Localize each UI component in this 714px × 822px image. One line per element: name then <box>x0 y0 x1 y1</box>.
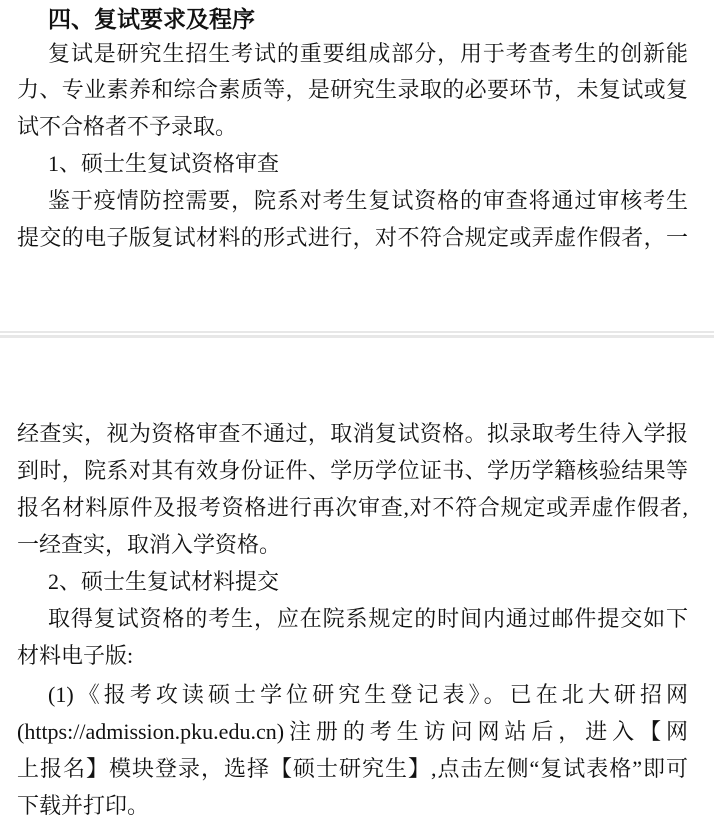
subsection-heading: 2、硕士生复试材料提交 <box>48 569 280 594</box>
paragraph-line: 上报名】模块登录，选择【硕士研究生】,点击左侧“复试表格”即可 <box>17 756 688 781</box>
paragraph-line: 力、专业素养和综合素质等，是研究生录取的必要环节，未复试或复 <box>17 77 688 102</box>
subsection-heading: 1、硕士生复试资格审查 <box>48 151 280 176</box>
paragraph-line: 一经查实，取消入学资格。 <box>17 532 282 557</box>
paragraph-line: 提交的电子版复试材料的形式进行，对不符合规定或弄虚作假者，一 <box>17 225 688 250</box>
paragraph-line: 复试是研究生招生考试的重要组成部分，用于考查考生的创新能 <box>48 41 688 66</box>
paragraph-line: 报名材料原件及报考资格进行再次审查,对不符合规定或弄虚作假者, <box>17 495 688 520</box>
paragraph-line: 材料电子版: <box>17 643 134 668</box>
paragraph-line: 试不合格者不予录取。 <box>17 114 238 139</box>
paragraph-line: (https://admission.pku.edu.cn)注册的考生访问网站后，进入【网 <box>17 719 688 744</box>
paragraph-line: 下载并打印。 <box>17 793 150 818</box>
paragraph-line: 到时，院系对其有效身份证件、学历学位证书、学历学籍核验结果等 <box>17 458 688 483</box>
paragraph-line: 取得复试资格的考生，应在院系规定的时间内通过邮件提交如下 <box>48 606 688 631</box>
paragraph-line: (1)《报考攻读硕士学位研究生登记表》。已在北大研招网 <box>48 682 688 707</box>
paragraph-line: 经查实，视为资格审查不通过，取消复试资格。拟录取考生待入学报 <box>17 421 688 446</box>
section-heading: 四、复试要求及程序 <box>48 6 255 32</box>
page-break-divider <box>0 331 714 338</box>
paragraph-line: 鉴于疫情防控需要，院系对考生复试资格的审查将通过审核考生 <box>48 188 688 213</box>
